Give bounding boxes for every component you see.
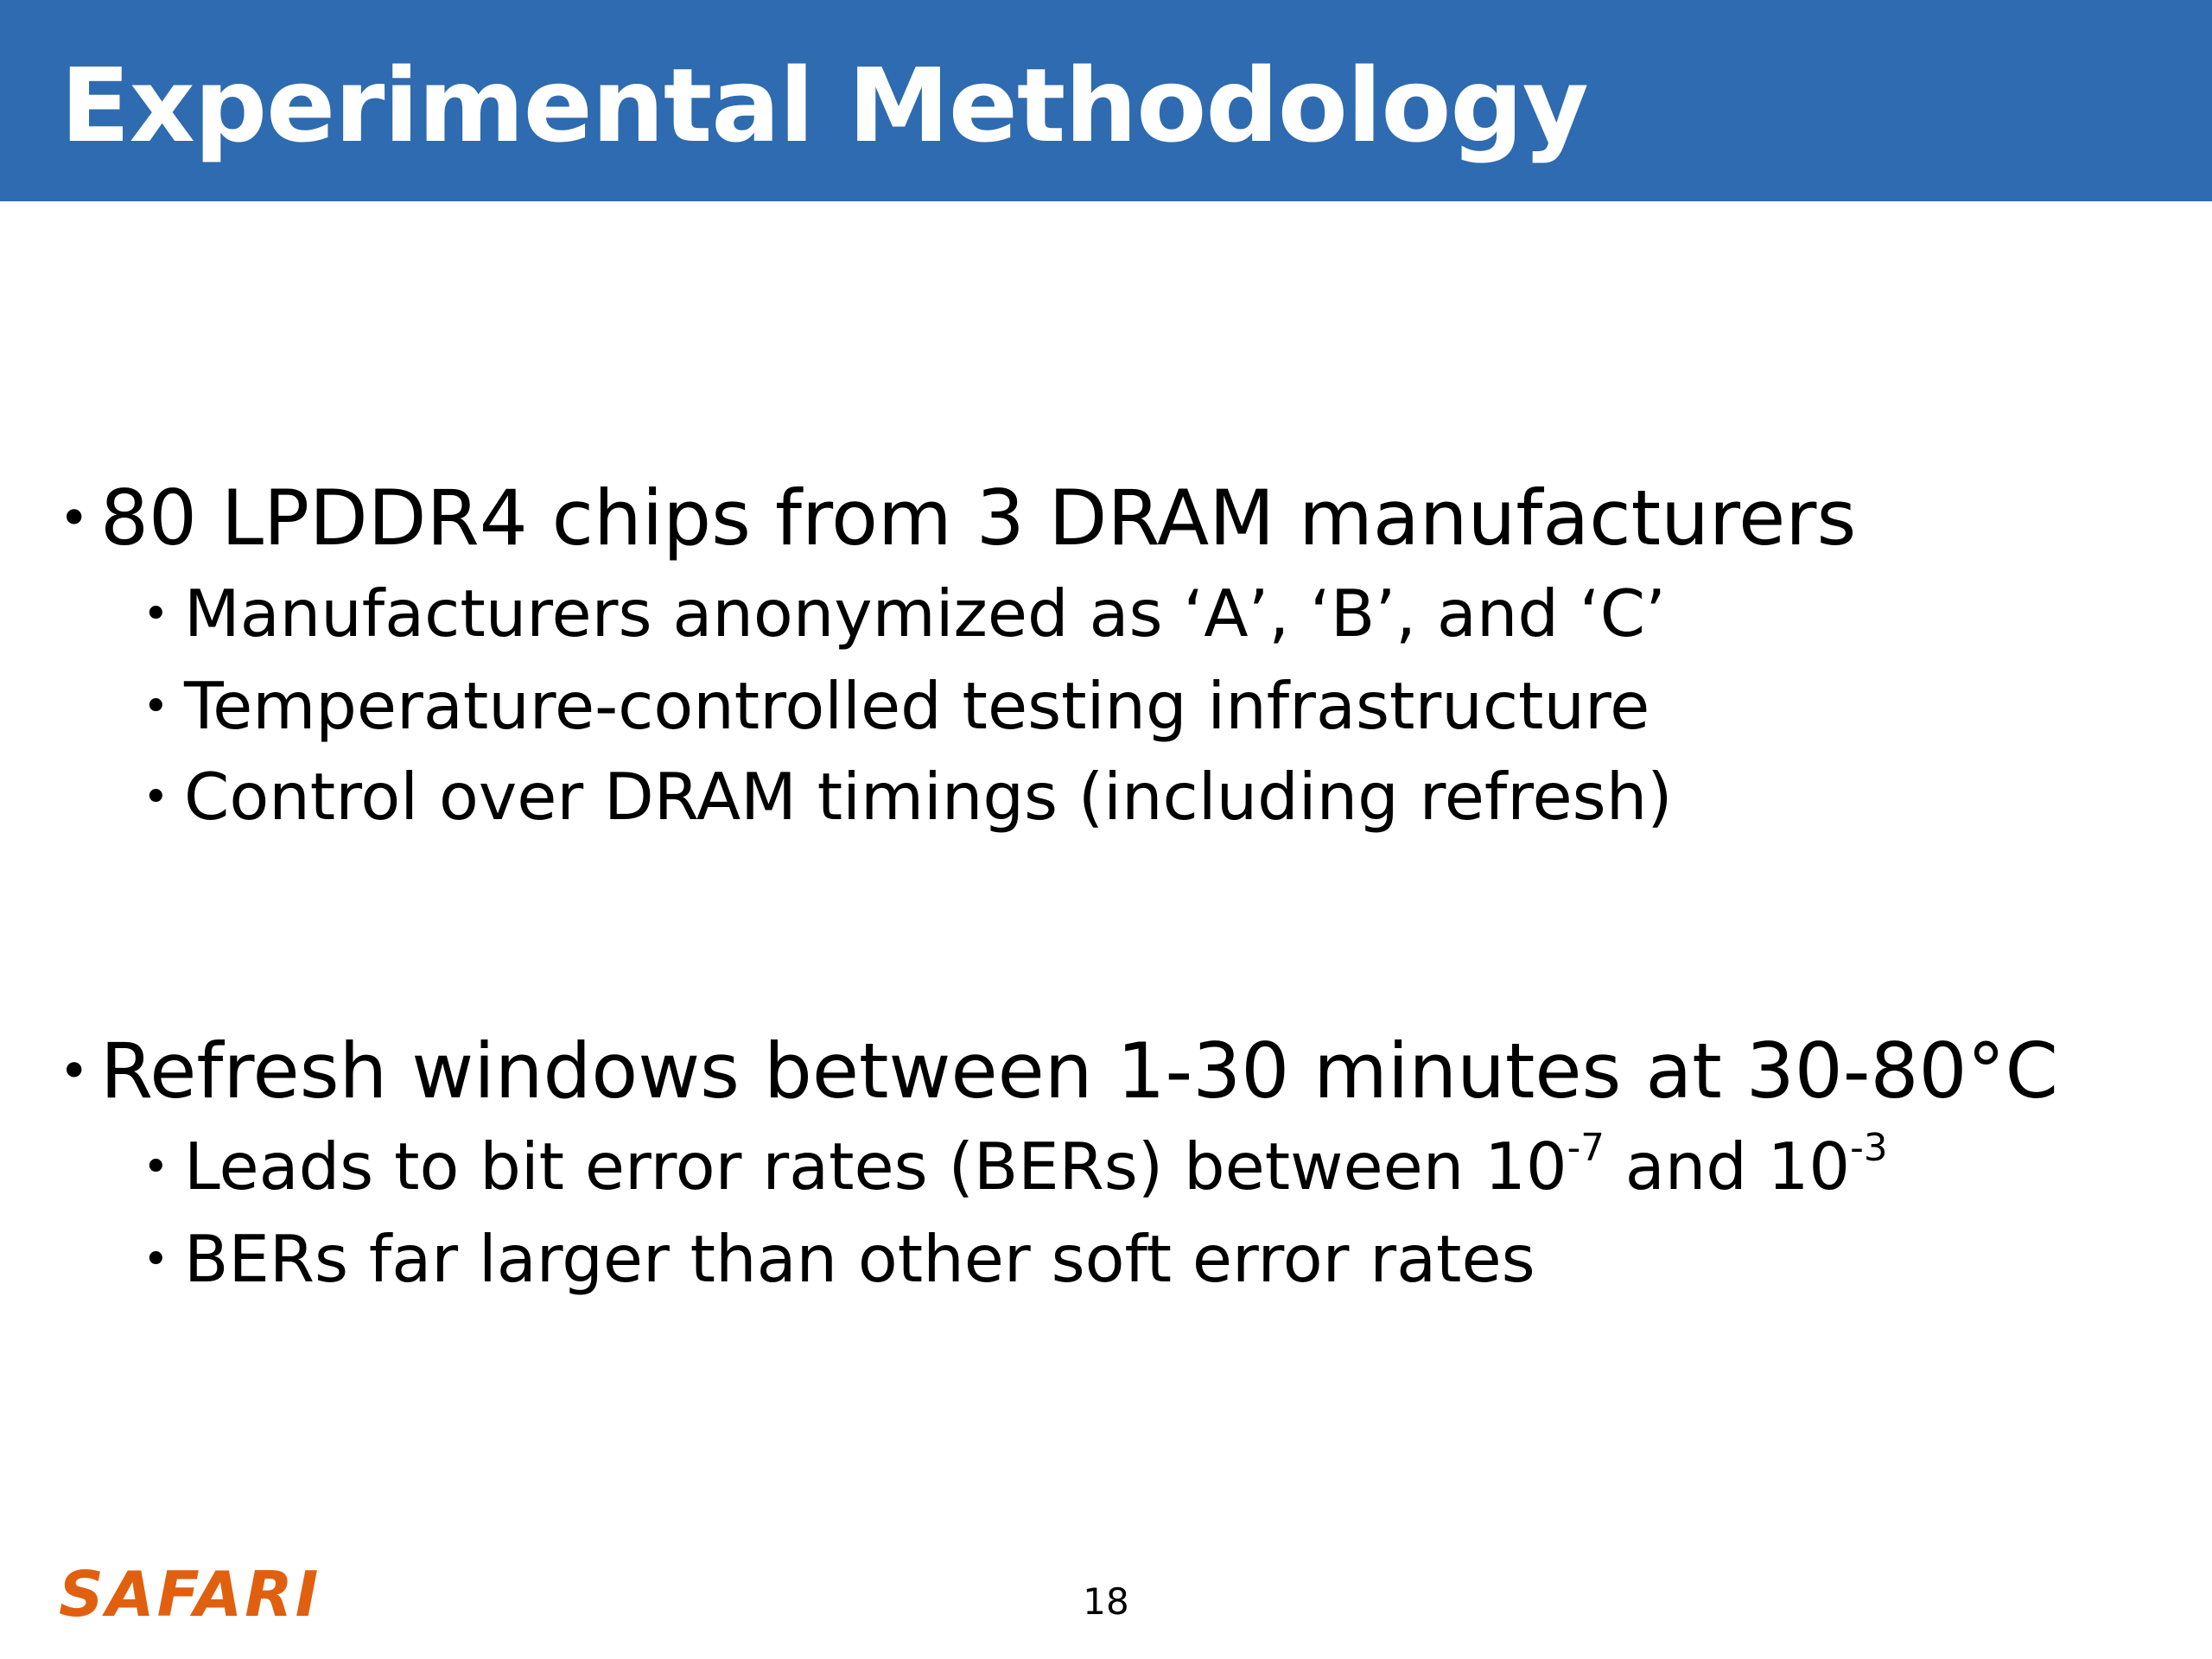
subbullet-temperature bbox=[143, 663, 1649, 750]
exponent: -7 bbox=[1567, 1127, 1605, 1171]
subbullet-ber-range bbox=[143, 1123, 1888, 1211]
bullet-dot: • bbox=[143, 588, 169, 640]
subbullet-timings bbox=[143, 753, 1673, 841]
subbullet-ber-larger bbox=[143, 1216, 1535, 1303]
bullet-dot: • bbox=[143, 1141, 169, 1193]
bullet-dot: • bbox=[143, 681, 169, 733]
page-number: 18 bbox=[1083, 1580, 1129, 1623]
bullet-dot: • bbox=[59, 1041, 90, 1102]
bullet-dot: • bbox=[143, 1234, 169, 1286]
subbullet-text-pre: Leads to bit error rates (BERs) between 10 bbox=[184, 1128, 1567, 1205]
slide-title: Experimental Methodology bbox=[60, 46, 1588, 165]
title-bar bbox=[0, 0, 2212, 201]
subbullet-text: Temperature-controlled testing infrastructure bbox=[184, 668, 1650, 744]
bullet-chips bbox=[59, 471, 1856, 566]
subbullet-text: Control over DRAM timings (including refresh) bbox=[184, 759, 1673, 835]
bullet-dot: • bbox=[59, 488, 90, 549]
subbullet-text: BERs far larger than other soft error rates bbox=[184, 1221, 1535, 1297]
safari-logo: SAFARI bbox=[59, 1558, 321, 1630]
bullet-text: 80 LPDDR4 chips from 3 DRAM manufacturers bbox=[100, 474, 1857, 563]
bullet-refresh-windows bbox=[59, 1024, 2058, 1119]
exponent: -3 bbox=[1850, 1127, 1888, 1171]
bullet-dot: • bbox=[143, 772, 169, 823]
subbullet-text: Manufacturers anonymized as ‘A’, ‘B’, and ‘C’ bbox=[184, 575, 1666, 652]
bullet-text: Refresh windows between 1-30 minutes at 30-80°C bbox=[100, 1027, 2058, 1116]
subbullet-anonymized bbox=[143, 570, 1666, 658]
subbullet-text-mid: and 10 bbox=[1604, 1128, 1851, 1205]
